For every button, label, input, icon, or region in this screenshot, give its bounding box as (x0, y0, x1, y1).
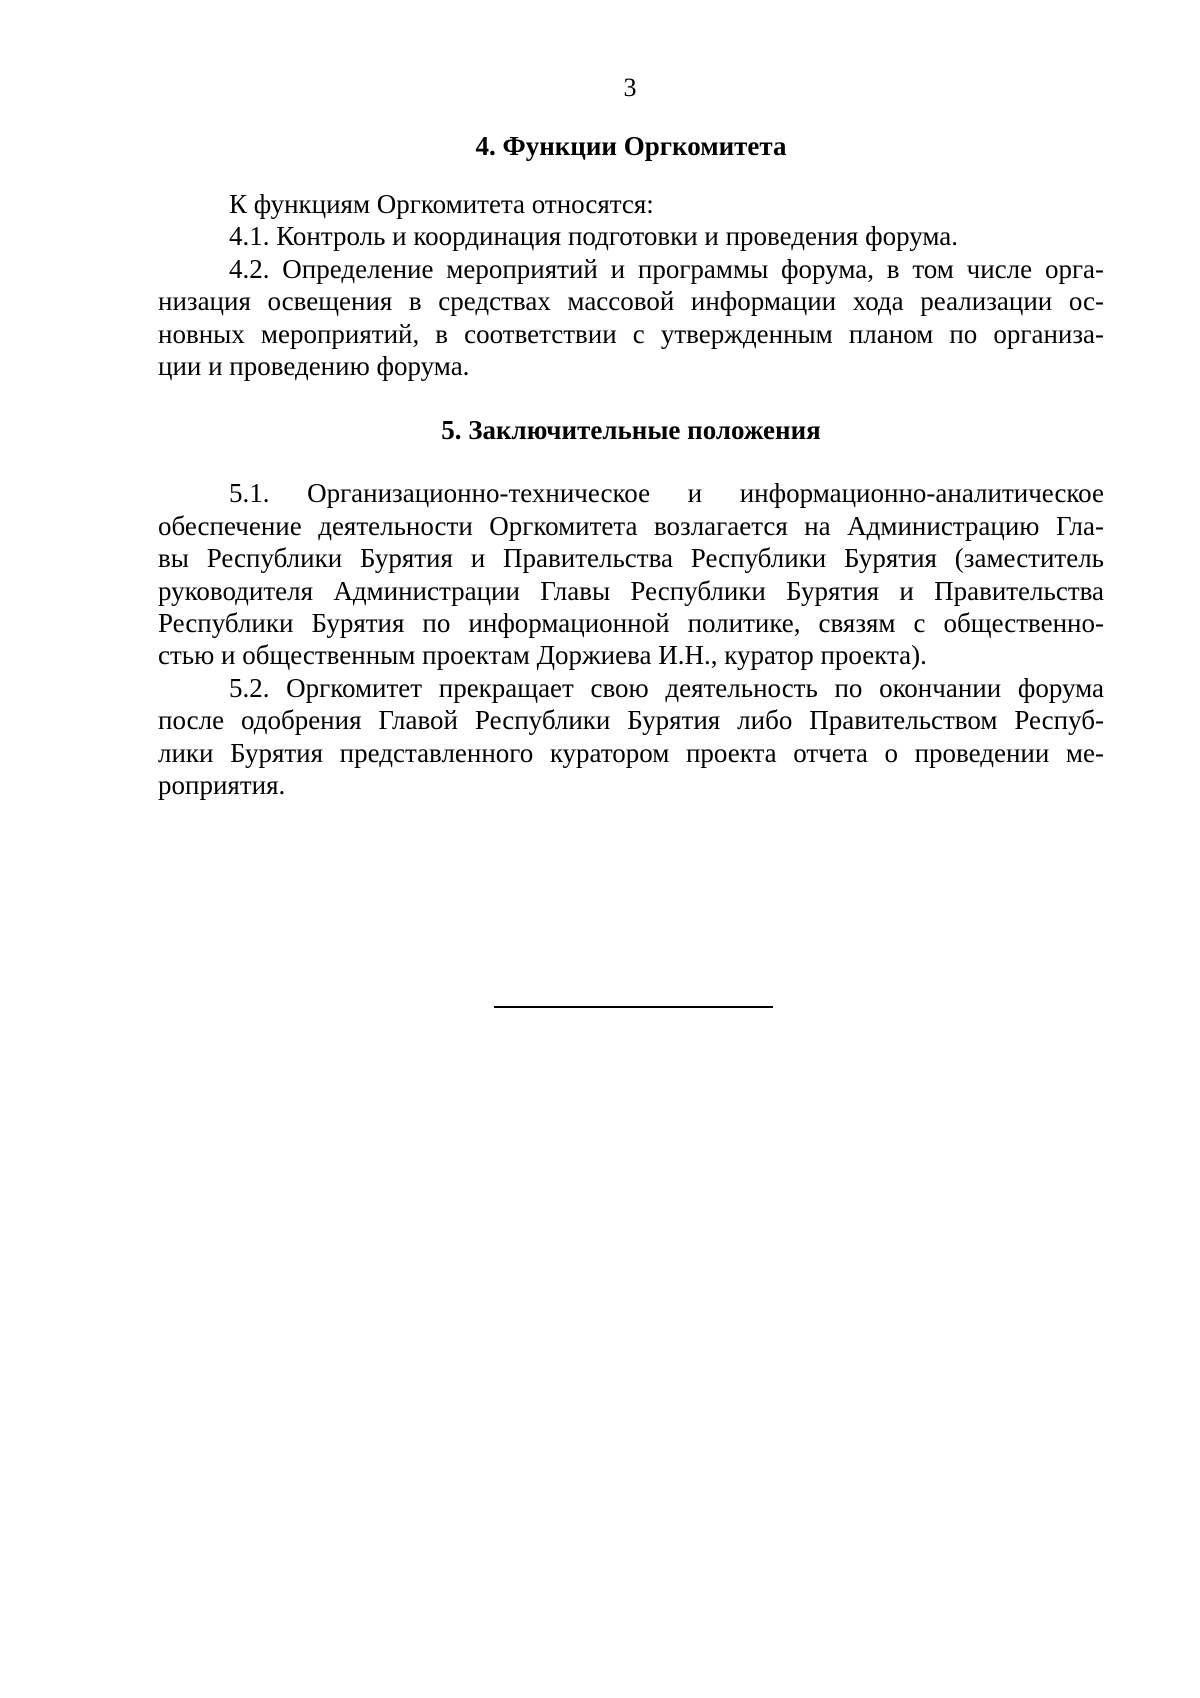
document-body (158, 129, 1104, 802)
item-5-1 (158, 477, 1104, 671)
text-line: после одобрения Главой Республики Бурятия либо Правительством Респуб- (158, 705, 1104, 736)
text-line: К функциям Оргкомитета относятся: (229, 189, 654, 219)
text-line: вы Республики Бурятия и Правительства Республики Бурятия (заместитель (158, 543, 1104, 574)
text-line: Республики Бурятия по информационной политике, связям с общественно- (158, 608, 1104, 639)
text-line: ции и проведению форума. (158, 351, 470, 382)
text-line: низация освещения в средствах массовой информации хода реализации ос- (158, 286, 1104, 317)
text-line: 5.2. Оргкомитет прекращает свою деятельность по окончании форума (229, 672, 1104, 703)
page-number: 3 (623, 73, 637, 102)
text-line: новных мероприятий, в соответствии с утвержденным планом по организа- (158, 318, 1104, 349)
text-line: стью и общественным проектам Доржиева И.Н., куратор проекта). (158, 640, 927, 671)
item-4-2 (158, 253, 1104, 383)
closing-separator-line (494, 1006, 773, 1008)
text-line: лики Бурятия представленного куратором проекта отчета о проведении ме- (158, 737, 1104, 768)
section-4-intro (158, 188, 1104, 220)
section-4-heading: 4. Функции Оргкомитета (475, 131, 787, 161)
section-5-heading: 5. Заключительные положения (441, 415, 821, 446)
item-5-2 (158, 672, 1104, 802)
text-line: роприятия. (158, 770, 286, 801)
text-line: 4.2. Определение мероприятий и программы форума, в том числе орга- (229, 253, 1104, 284)
item-4-1 (158, 220, 1104, 252)
text-line: 4.1. Контроль и координация подготовки и проведения форума. (229, 221, 958, 252)
text-line: руководителя Администрации Главы Республики Бурятия и Правительства (158, 575, 1104, 606)
text-line: 5.1. Организационно-техническое и информационно-аналитическое (229, 478, 1104, 509)
text-line: обеспечение деятельности Оргкомитета возлагается на Администрацию Гла- (158, 510, 1104, 541)
